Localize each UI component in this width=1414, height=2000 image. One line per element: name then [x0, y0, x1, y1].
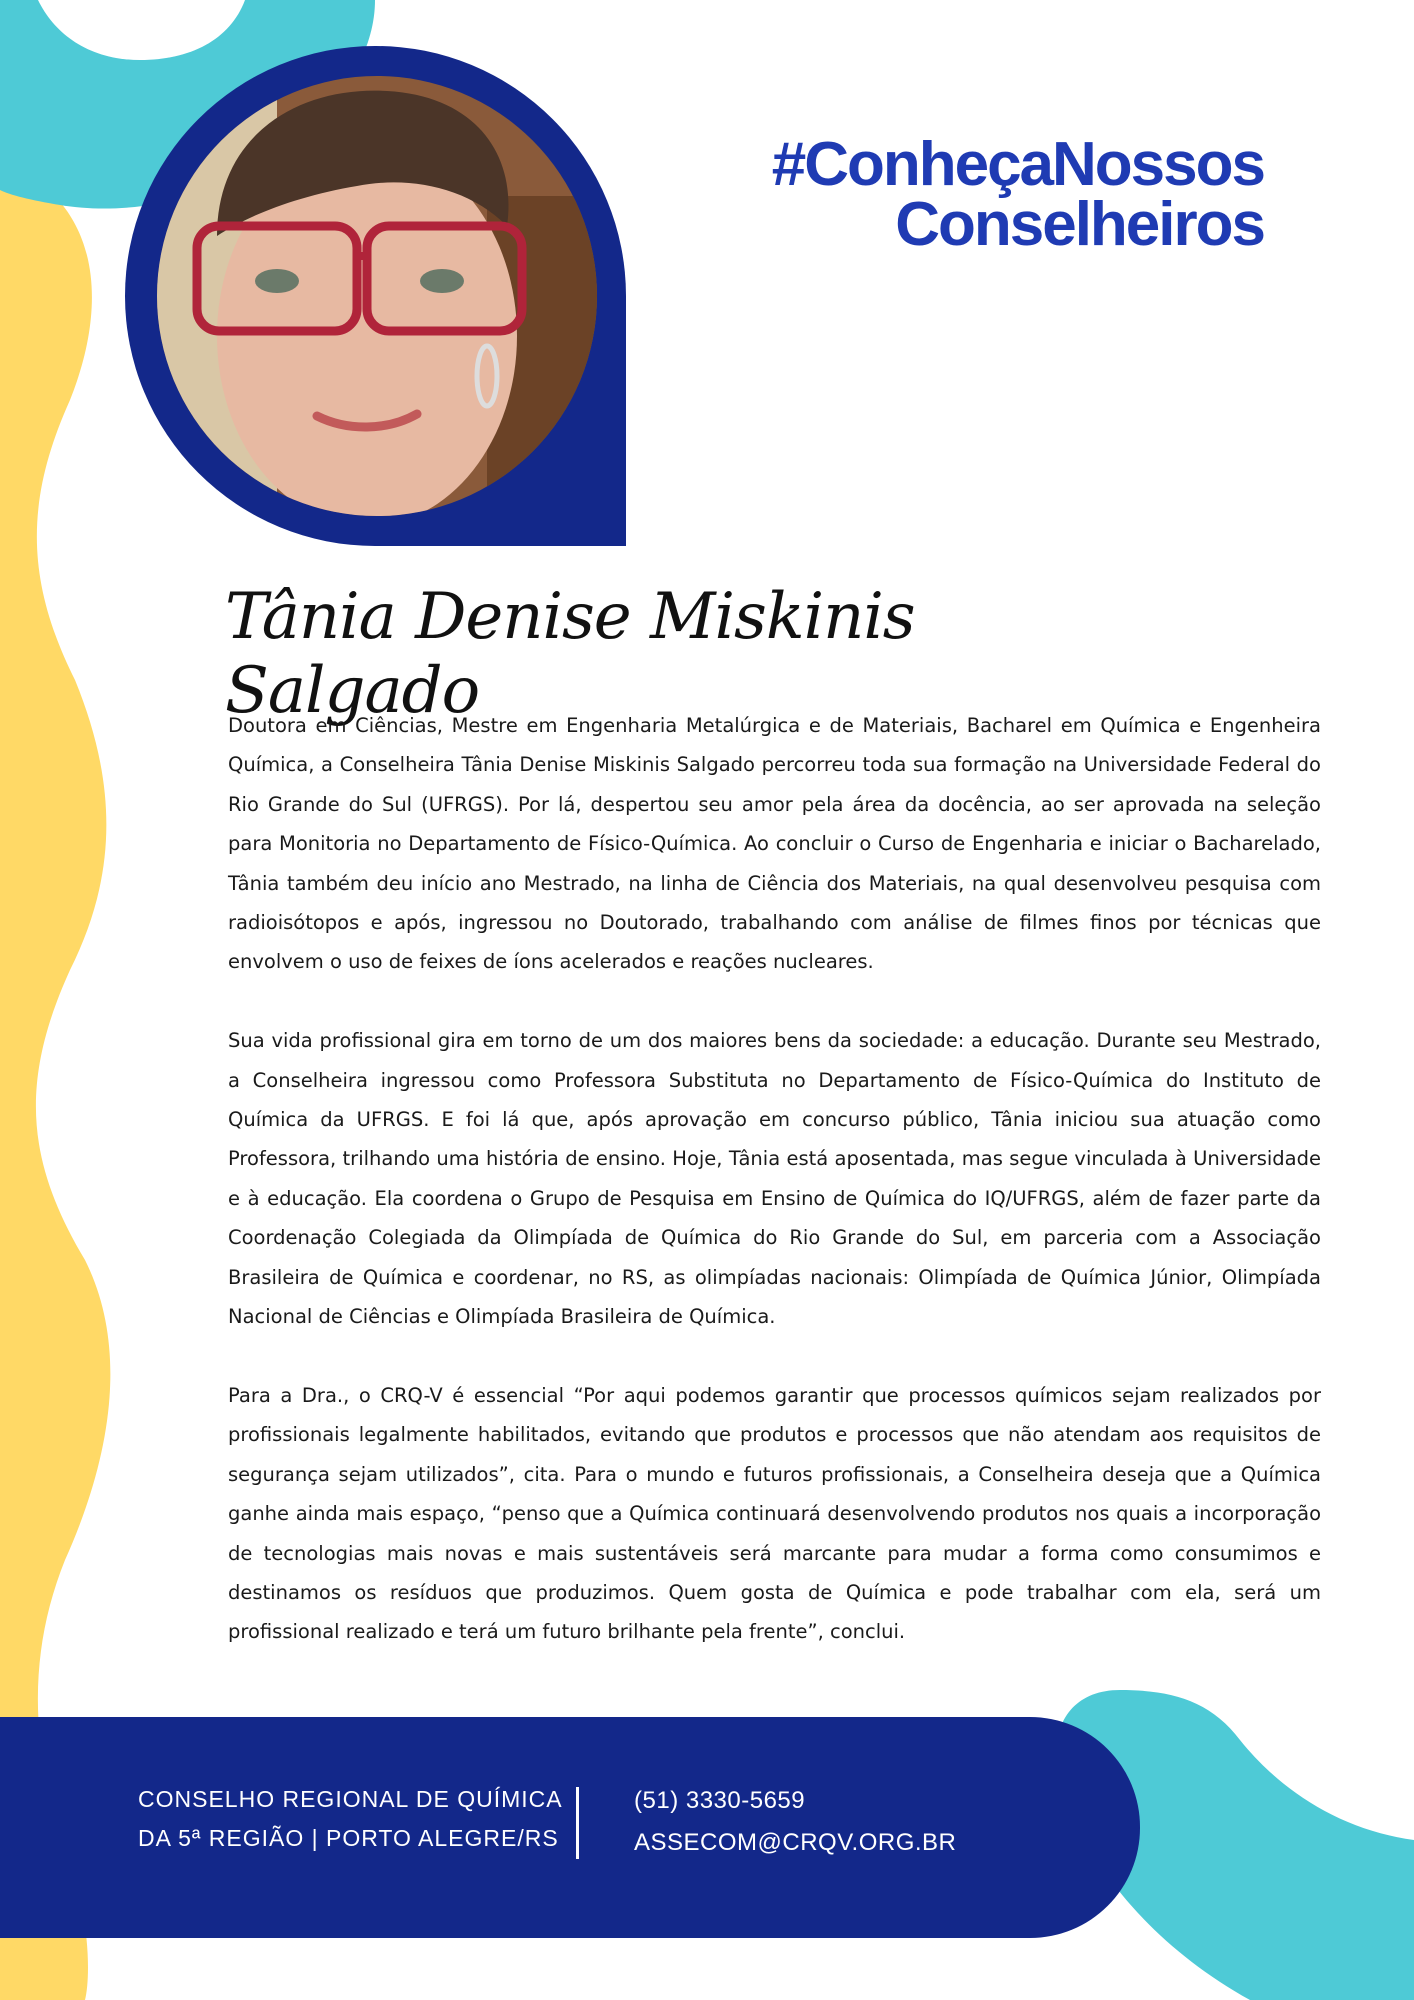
footer-divider — [576, 1787, 579, 1859]
email-address[interactable]: ASSECOM@CRQV.ORG.BR — [634, 1829, 957, 1856]
bio-paragraph-1: Doutora em Ciências, Mestre em Engenharia Metalúrgica e de Materiais, Bacharel em Química e Engenheira Química, a Conselheira Tânia Denise Miskinis Salgado percorreu toda sua formação na Universidade Federal do Rio Grande do Sul (UFRGS). Por lá, despertou seu amor pela área da docência, ao ser aprovada na seleção para Monitoria no Departamento de Físico-Química. Ao concluir o Curso de Engenharia e iniciar o Bacharelado, Tânia também deu início ano Mestrado, na linha de Ciência dos Materiais, na qual desenvolveu pesquisa com radioisótopos e após, ingressou no Doutorado, trabalhando com análise de filmes finos por técnicas que envolvem o uso de feixes de íons acelerados e reações nucleares. — [228, 714, 1321, 974]
organization-name — [138, 1780, 563, 1858]
hashtag-line-2: Conselheiros — [895, 190, 1264, 259]
portrait-illustration — [157, 76, 597, 516]
bio-paragraph-3: Para a Dra., o CRQ-V é essencial “Por aqui podemos garantir que processos químicos sejam realizados por profissionais legalmente habilitados, evitando que produtos e processos que não atendam aos requisitos de segurança sejam utilizados”, cita. Para o mundo e futuros profissionais, a Conselheira deseja que a Química ganhe ainda mais espaço, “penso que a Química continuará desenvolvendo produtos nos quais a incorporação de tecnologias mais novas e mais sustentáveis será marcante para mudar a forma como consumimos e destinamos os resíduos que produzimos. Quem gosta de Química e pode trabalhar com ela, será um profissional realizado e terá um futuro brilhante pela frente”, conclui. — [228, 1383, 1321, 1644]
organization-line-1: CONSELHO REGIONAL DE QUÍMICA — [138, 1786, 563, 1812]
portrait-photo — [157, 76, 597, 516]
bio-paragraph-2: Sua vida profissional gira em torno de um dos maiores bens da sociedade: a educação. Durante seu Mestrado, a Conselheira ingressou como Professora Substituta no Departamento de Físico-Química do Instituto de Química da UFRGS. E foi lá que, após aprovação em concurso público, Tânia iniciou sua atuação como Professora, trilhando uma história de ensino. Hoje, Tânia está aposentada, mas segue vinculada à Universidade e à educação. Ela coordena o Grupo de Pesquisa em Ensino de Química do IQ/UFRGS, além de fazer parte da Coordenação Colegiada da Olimpíada de Química do Rio Grande do Sul, em parceria com a Associação Brasileira de Química e coordenar, no RS, as olimpíadas nacionais: Olimpíada de Química Júnior, Olimpíada Nacional de Ciências e Olimpíada Brasileira de Química. — [228, 1029, 1321, 1329]
campaign-hashtag — [564, 130, 1264, 259]
portrait-frame — [125, 46, 626, 546]
councilor-name: Tânia Denise Miskinis Salgado — [225, 580, 915, 728]
phone-number[interactable]: (51) 3330-5659 — [634, 1787, 806, 1814]
organization-line-2: DA 5ª REGIÃO | PORTO ALEGRE/RS — [138, 1825, 559, 1851]
contact-info — [634, 1780, 956, 1864]
footer-banner — [0, 1717, 1140, 1938]
biography — [228, 706, 1321, 1691]
hashtag-line-1: #ConheçaNossos — [771, 130, 1264, 199]
